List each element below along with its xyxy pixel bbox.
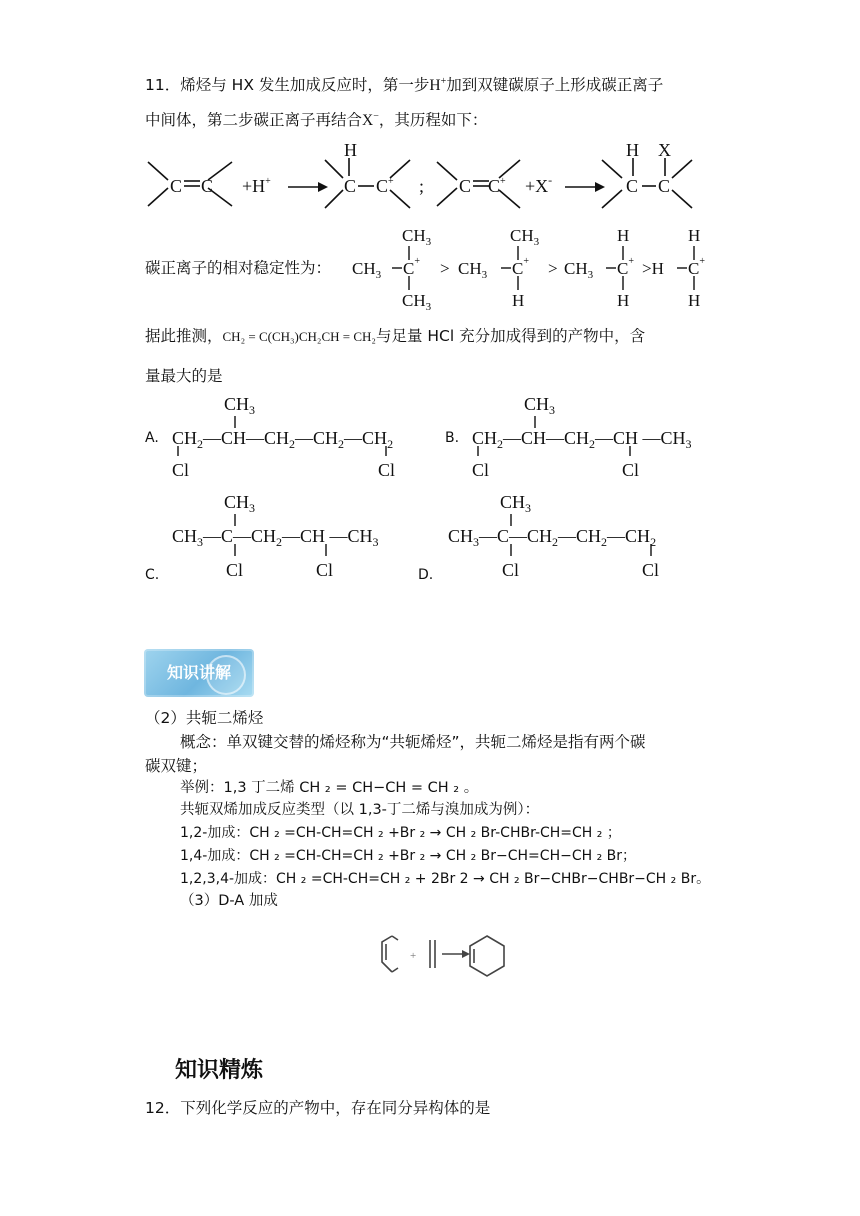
svg-text:C+: C+ (512, 256, 529, 278)
svg-text:CH3: $CH_3$ (352, 259, 382, 281)
svg-text:>H: >H (642, 259, 664, 278)
svg-text:C+: C+ (488, 176, 506, 196)
svg-text:C: C (344, 176, 357, 196)
svg-text:H: H (617, 226, 630, 245)
svg-text:Cl: Cl (472, 460, 490, 480)
conjugated-concept-a: 概念：单双键交替的烯烃称为“共轭烯烃”，共轭二烯烃是指有两个碳 (180, 733, 646, 751)
knowledge-explanation-badge (144, 649, 254, 697)
svg-text:Cl: Cl (172, 460, 190, 480)
q11-number: 11． (145, 76, 181, 95)
svg-text:C: C (626, 176, 639, 196)
q12-line (145, 1096, 490, 1120)
svg-text:+H+: +H+ (242, 176, 271, 196)
conjugated-types: 共轭双烯加成反应类型（以 1,3-丁二烯与溴加成为例）： (180, 802, 540, 818)
svg-text:CH3: $CH_3$ (564, 259, 594, 281)
option-a-structure[interactable] (168, 390, 428, 482)
addition-1-2-3-4: 1,2,3,4-加成：CH ₂ =CH-CH=CH ₂ + 2Br 2 → CH ₂ Br−CHBr−CHBr−CH ₂ Br。 (180, 871, 711, 887)
q11-intro-b: 加到双键碳原子上形成碳正离子 (446, 76, 664, 95)
svg-text:H: H (344, 140, 357, 160)
svg-text:H: H (688, 291, 701, 310)
svg-text:C+: C+ (617, 256, 634, 278)
conjugated-example: 举例：1,3 丁二烯 CH ₂ = CH−CH = CH ₂ 。 (180, 780, 479, 796)
svg-text:H: H (688, 226, 701, 245)
q11-proton: H+ (429, 76, 447, 95)
svg-text:>: > (548, 259, 558, 278)
mechanism-scheme (140, 140, 720, 220)
q11-intro-a: 烯烃与 HX 发生加成反应时，第一步 (180, 76, 430, 95)
q11-infer-line (145, 324, 645, 349)
svg-text:Cl: Cl (226, 560, 244, 580)
q12-text: 下列化学反应的产物中，存在同分异构体的是 (180, 1099, 491, 1117)
svg-text:C+: C+ (688, 256, 705, 278)
svg-text:C+: C+ (376, 176, 394, 196)
diels-alder-scheme (370, 928, 520, 984)
svg-text:H: H (617, 291, 630, 310)
svg-text:CH3: $CH_3$ (510, 226, 540, 248)
svg-text:CH3: $CH_3$ (402, 291, 432, 313)
option-a-label[interactable]: A. (145, 430, 159, 446)
conjugated-heading: （2）共轭二烯烃 (145, 709, 264, 727)
svg-text:Cl: Cl (502, 560, 520, 580)
addition-1-4: 1,4-加成：CH ₂ =CH-CH=CH ₂ +Br ₂ → CH ₂ Br−CH=CH−CH ₂ Br； (180, 848, 636, 864)
option-c-structure[interactable] (168, 488, 418, 582)
svg-text:X: X (658, 140, 671, 160)
svg-text:CH3: $CH_3$ (524, 394, 556, 417)
svg-text:C: C (459, 176, 472, 196)
svg-text:C+: C+ (403, 256, 420, 278)
q11-line2 (145, 105, 487, 133)
svg-text:CH3—C—CH2—CH2—CH2: $CH_3—C—CH_2—CH_2—CH_2$ (448, 526, 657, 549)
q11-intro-line2-b: ，其历程如下： (378, 111, 488, 130)
svg-text:Cl: Cl (622, 460, 640, 480)
q11-halide: X− (362, 111, 379, 130)
q11-intro-line2-a: 中间体，第二步碳正离子再结合 (145, 111, 363, 130)
svg-text:C: C (201, 176, 214, 196)
svg-text:CH3: $CH_3$ (402, 226, 432, 248)
addition-1-2: 1,2-加成：CH ₂ =CH-CH=CH ₂ +Br ₂ → CH ₂ Br-CHBr-CH=CH ₂ ； (180, 825, 621, 841)
svg-text:CH3—C—CH2—CH —CH3: $CH_3—C—CH_2—CH$ $—CH_3$ (172, 526, 379, 549)
svg-text:CH3: $CH_3$ (224, 394, 256, 417)
diels-alder-heading: （3）D-A 加成 (180, 893, 278, 909)
svg-text:;: ; (419, 176, 425, 196)
q11-line1 (145, 70, 663, 98)
stability-label: 碳正离子的相对稳定性为： (145, 259, 332, 277)
svg-text:CH3: $CH_3$ (224, 492, 256, 515)
svg-text:+X-: +X- (525, 173, 553, 196)
svg-text:C: C (170, 176, 183, 196)
conjugated-concept-b: 碳双键； (145, 757, 208, 775)
q12-number: 12． (145, 1099, 181, 1117)
svg-text:Cl: Cl (378, 460, 396, 480)
q11-infer-b: 与足量 HCl 充分加成得到的产物中，含 (375, 327, 646, 345)
svg-text:C: C (658, 176, 671, 196)
svg-text:+: + (410, 950, 417, 962)
option-b-structure[interactable] (468, 390, 728, 482)
badge-label: 知识讲解 (166, 663, 231, 682)
option-c-label[interactable]: C. (145, 567, 160, 583)
svg-text:>: > (440, 259, 450, 278)
svg-text:H: H (626, 140, 639, 160)
svg-text:CH2—CH—CH2—CH —CH3: $CH_2—CH—CH_2—CH$ $—CH_3$ (472, 428, 692, 451)
svg-text:Cl: Cl (316, 560, 334, 580)
q11-formula: CH₂ = C(CH₃)CH₂CH = CH₂ (222, 329, 376, 344)
svg-text:CH2—CH—CH2—CH2—CH2: $CH_2—CH—CH_2—CH_2—CH_2$ (172, 428, 394, 451)
carbocation-stability-order (350, 222, 720, 314)
option-b-label[interactable]: B. (445, 430, 460, 446)
svg-text:Cl: Cl (642, 560, 660, 580)
svg-text:CH3: $CH_3$ (458, 259, 488, 281)
practice-heading: 知识精炼 (175, 1058, 264, 1083)
svg-text:H: H (512, 291, 525, 310)
svg-text:CH3: $CH_3$ (500, 492, 532, 515)
option-d-structure[interactable] (444, 488, 704, 582)
q11-infer-a: 据此推测， (145, 327, 223, 345)
q11-infer-line2: 量最大的是 (145, 367, 223, 385)
option-d-label[interactable]: D. (418, 567, 434, 583)
